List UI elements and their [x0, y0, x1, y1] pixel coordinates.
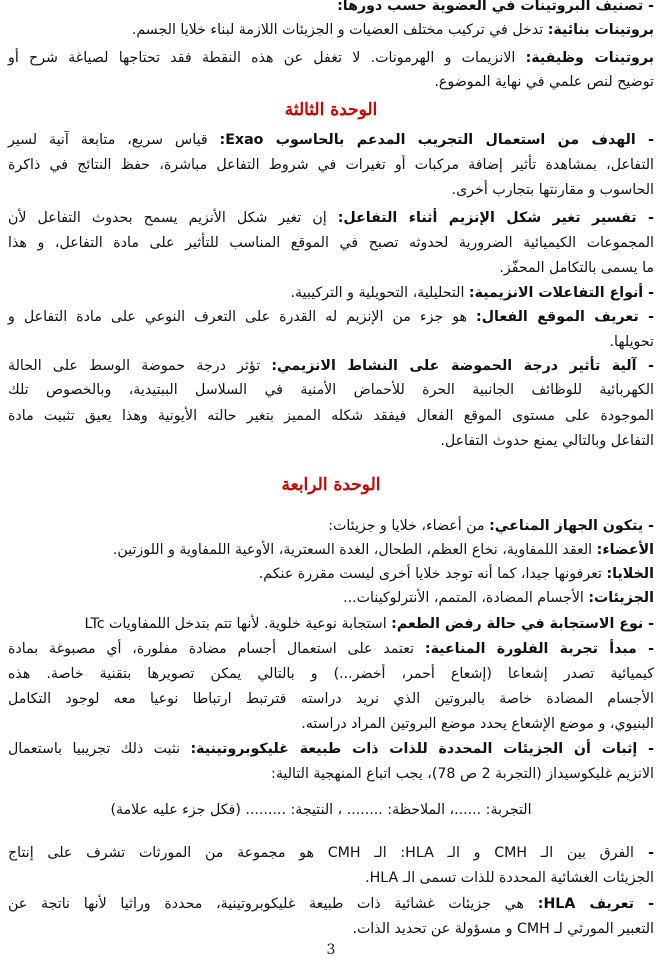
top-line-3: بروتينات وظيفية: الانزيمات و الهرمونات. لا تغفل عن هذه النقطة فقد تحتاجها لصياغة شرح أو [8, 50, 654, 66]
unit3-line-6: ما يسمى بالتكامل المحفّز. [499, 260, 654, 276]
unit3-line-8: - تعريف الموقع الفعال: هو جزء من الإنزيم له القدرة على التعرف النوعي على مادة التفاعل و [8, 309, 655, 325]
unit3-line-5: المجموعات الكيميائية الضرورية لحدوثه تصبح في الموقع المناسب للتأثير على مادة التفاعل، و هذا [8, 235, 654, 251]
unit4-line-8: الأجسام المضادة خاصة بالبروتين الذي نريد دراسته فترتبط ارتباطا نوعيا معه لوجود التكامل [8, 691, 654, 707]
unit3-line-9: تحويلها. [609, 334, 654, 350]
unit4-line-4: الجزيئات: الأجسام المضادة، المتمم، الأنترلوكينات... [343, 590, 654, 606]
unit4-methodology-line: التجربة: ......، الملاحظة: ........ ، النتيجة: ......... (فكل جزء عليه علامة) [110, 802, 532, 818]
unit4-line-5: - نوع الاستجابة في حالة رفض الطعم: استجابة نوعية خلوية. لأنها تتم بتدخل اللمفاويات LTc [84, 616, 654, 632]
unit4-line-2: الأعضاء: العقد اللمفاوية، نخاع العظم، الطحال، الغدة السعترية، الأوعية اللمفاوية و اللوزتين. [112, 542, 654, 558]
unit3-line-7: - أنواع التفاعلات الانزيمية: التحليلية، التحويلية و التركيبية. [290, 285, 654, 301]
unit4-line-10: - إثبات أن الجزيئات المحددة للذات ذات طبيعة غليكوبروتينية: نثبت ذلك تجريبيا باستعمال [8, 741, 654, 757]
unit4-title: الوحدة الرابعة [281, 475, 381, 495]
unit3-line-11: الكهربائية للوظائف الجانبية الحرة للأحماض الأمنية في السلاسل الببتيدية، وبالخصوص تلك [8, 382, 654, 398]
unit4-line-13: - الفرق بين الـ CMH و الـ HLA: الـ CMH هو مجموعة من المورثات تشرف على إنتاج [8, 845, 654, 861]
functional-proteins-label: بروتينات وظيفية: [525, 50, 654, 66]
unit3-line-12: الموجودة على مستوى الموقع الفعال فيفقد شكله المميز بتغير حالته الأيونية وهذا يعيق تثبيت مادة [8, 408, 654, 424]
unit3-line-3: الحاسوب و مقارنتها بتجارب أخرى. [451, 182, 654, 198]
unit3-line-4: - تفسير تغير شكل الإنزيم أثناء التفاعل: إن تغير شكل الأنزيم يسمح بحدوث التفاعل لأن [8, 210, 654, 226]
unit4-line-9: البنيوي، و موضع الإشعاع يحدد موضع البروتين المراد دراسته. [301, 716, 654, 732]
unit4-line-3: الخلايا: تعرفونها جيدا، كما أنه توجد خلايا أخرى ليست مقررة عنكم. [258, 566, 654, 582]
unit3-title: الوحدة الثالثة [284, 100, 378, 120]
unit4-line-7: كيميائية تصدر إشعاعا (إشعاع أحمر، أخضر...) و بالتالي يمكن تصويرها بتقنية خاصة. هذه [8, 666, 654, 682]
unit4-line-1: - يتكون الجهاز المناعي: من أعضاء، خلايا و جزيئات: [328, 518, 654, 534]
protein-classification-heading: تصنيف البروتينات في العضوية حسب دورها: [337, 0, 644, 14]
unit4-line-15: - تعريف HLA: هي جزيئات غشائية ذات طبيعة غليكوبروتينية، محددة وراثيا لأنها ناتجة عن [8, 896, 654, 912]
unit4-line-14: الجزيئات الغشائية المحددة للذات تسمى الـ HLA. [365, 870, 654, 886]
top-line-4: توضيح لنص علمي في نهاية الموضوع. [434, 74, 654, 90]
unit4-line-11: الانزيم غليكوسيداز (التجربة 2 ص 78)، يجب اتباع المنهجية التالية: [271, 766, 654, 782]
top-line-2: بروتينات بنائية: تدخل في تركيب مختلف العضيات و الجزيئات اللازمة لبناء خلايا الجسم. [131, 22, 654, 38]
unit3-line-1: - الهدف من استعمال التجريب المدعم بالحاسوب Exao: قياس سريع، متابعة آنية لسير [8, 132, 654, 148]
unit3-line-2: التفاعل، بمشاهدة تأثير إضافة مركبات أو تغيرات في شروط التفاعل مباشرة، حفظ النتائج في ذاكرة [8, 157, 654, 173]
top-line-1: - تصنيف البروتينات في العضوية حسب دورها: [337, 0, 654, 14]
page-number: 3 [326, 942, 336, 958]
unit4-line-6: - مبدأ تجربة الفلورة المناعية: تعتمد على استعمال أجسام مضادة مفلورة، أي مصبوغة بمادة [8, 641, 654, 657]
unit4-line-16: التعبير المورثي لـ CMH و مسؤولة عن تحديد الذات. [352, 921, 654, 937]
structural-proteins-label: بروتينات بنائية: [547, 22, 654, 38]
unit3-line-10: - آلية تأثير درجة الحموضة على النشاط الانزيمي: تؤثر درجة حموضة الوسط على الحالة [8, 358, 654, 374]
unit3-line-13: التفاعل وبالتالي يمنع حدوث التفاعل. [440, 433, 654, 449]
